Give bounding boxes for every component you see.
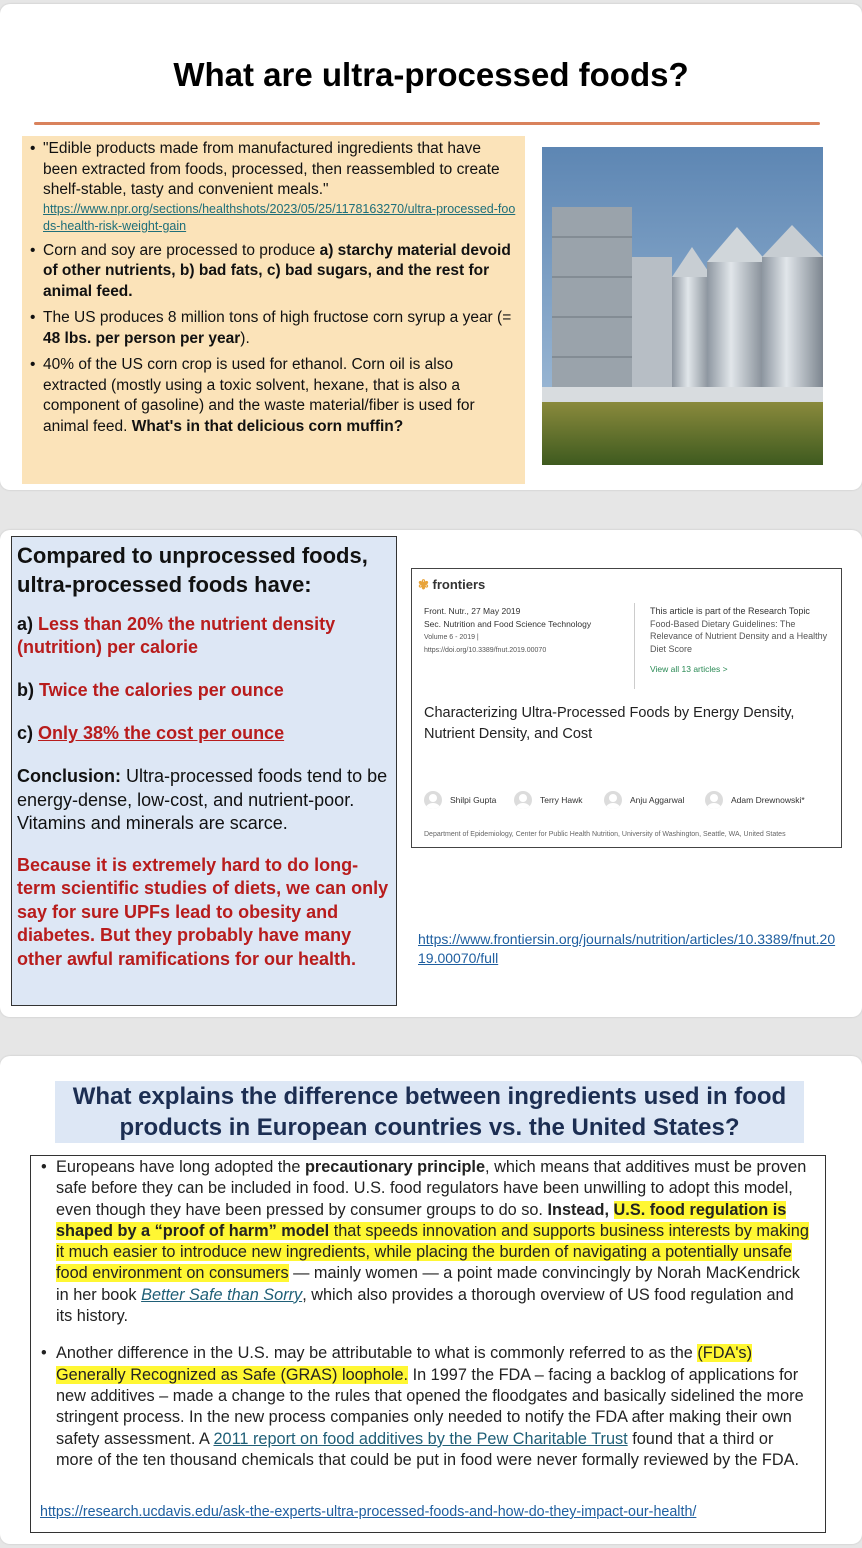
title-underline — [34, 122, 820, 125]
author-avatar-icon — [424, 791, 442, 809]
author-avatar-icon — [705, 791, 723, 809]
research-topic: This article is part of the Research Topic Food-Based Dietary Guidelines: The Relevance of Nutrient Density and a Healthy Diet Score View all 13 articles > — [650, 605, 840, 676]
slide-eu-vs-us — [0, 1056, 862, 1544]
explanation-box — [30, 1155, 826, 1533]
comparison-box — [11, 536, 397, 1006]
frontiers-logo: ✾ frontiers — [418, 577, 486, 592]
point-a: a) Less than 20% the nutrient density (nutrition) per calorie — [17, 614, 336, 657]
author-avatar-icon — [604, 791, 622, 809]
slide-comparison — [0, 530, 862, 1017]
article-card[interactable] — [411, 568, 842, 848]
author-item[interactable]: Terry Hawk — [514, 791, 583, 809]
bullet-hfcs: • The US produces 8 million tons of high fructose corn syrup a year (= 48 lbs. per person per year). — [28, 308, 519, 349]
conclusion: Conclusion: Ultra-processed foods tend to be energy-dense, low-cost, and nutrient-poor. Vitamins and minerals are scarce. — [17, 766, 388, 833]
comparison-heading: Compared to unprocessed foods, ultra-processed foods have: — [17, 543, 368, 597]
bullet-ethanol: • 40% of the US corn crop is used for ethanol. Corn oil is also extracted (mostly using a toxic solvent, hexane, that is also a component of gasoline) and the waste material/fiber is used for animal feed. What's in that delicious corn muffin? — [28, 355, 519, 437]
author-avatar-icon — [514, 791, 532, 809]
warning-text: Because it is extremely hard to do long-term scientific studies of diets, we can only say for sure UPFs lead to obesity and diabetes. But they probably have many other awful ramifications for our health. — [17, 854, 389, 969]
divider — [634, 603, 635, 689]
bullet-definition: • "Edible products made from manufactured ingredients that have been extracted from foods, processed, then reassembled to create shelf-stable, tasty and convenient meals." https://www.npr.org/sections/healthshots/2023/05/25/1178163270/ultra-processed-foods-health-risk-weight-gain — [28, 139, 519, 235]
npr-link[interactable]: https://www.npr.org/sections/healthshots/2023/05/25/1178163270/ultra-processed-foods-health-risk-weight-gain — [43, 201, 516, 233]
bullet-gras: • Another difference in the U.S. may be attributable to what is commonly referred to as the (FDA's) Generally Recognized as Safe (GRAS) loophole. In 1997 the FDA – facing a backlog of applications for new additives – made a change to the rules that opened the floodgates and basically sidelined the more stringent process. In the new process companies only needed to notify the FDA after making their own safety assessment. A 2011 report on food additives by the Pew Charitable Trust found that a third or more of the ten thousand chemicals that could be put in food were never formally reviewed by the FDA. — [40, 1343, 813, 1471]
author-item[interactable]: Anju Aggarwal — [604, 791, 684, 809]
author-item[interactable]: Adam Drewnowski* — [705, 791, 805, 809]
author-item[interactable]: Shilpi Gupta — [424, 791, 496, 809]
corn-silo-photo — [542, 147, 823, 465]
pew-report-link[interactable]: 2011 report on food additives by the Pew Charitable Trust — [213, 1429, 628, 1448]
slide-title: What explains the difference between ingredients used in food products in European countries vs. the United States? — [55, 1081, 804, 1143]
article-title: Characterizing Ultra-Processed Foods by Energy Density, Nutrient Density, and Cost — [424, 705, 795, 742]
bullet-precautionary: • Europeans have long adopted the precautionary principle, which means that additives must be proven safe before they can be included in food. U.S. food regulators have been unwilling to adopt this model, even though they have been pressed by consumer groups to do so. Instead, U.S. food regulation is shaped by a “proof of harm” model that speeds innovation and supports business interests by making it much easier to introduce new ingredients, while placing the burden of navigating a potentially unsafe food environment on consumers — mainly women — a point made convincingly by Norah MacKendrick in her book Better Safe than Sorry, which also provides a thorough overview of US food regulation and its history. — [40, 1157, 813, 1327]
department: Department of Epidemiology, Center for Public Health Nutrition, University of Washington, Seattle, WA, United States — [424, 831, 786, 838]
article-meta: Front. Nutr., 27 May 2019 Sec. Nutrition and Food Science Technology Volume 6 - 2019 | https://doi.org/10.3389/fnut.2019.00070 — [424, 606, 592, 654]
point-c: c) Only 38% the cost per ounce — [17, 723, 285, 743]
definition-box — [22, 136, 525, 484]
point-b: b) Twice the calories per ounce — [17, 680, 284, 700]
book-link[interactable]: Better Safe than Sorry — [141, 1285, 303, 1304]
slide-title: What are ultra-processed foods? — [173, 56, 689, 93]
frontiers-link[interactable]: https://www.frontiersin.org/journals/nutrition/articles/10.3389/fnut.2019.00070/full — [418, 931, 836, 966]
view-all-link[interactable]: View all 13 articles > — [650, 664, 728, 674]
slide-ultra-processed-definition — [0, 4, 862, 490]
bullet-corn-soy: • Corn and soy are processed to produce a) starchy material devoid of other nutrients, b) bad fats, c) bad sugars, and the rest for animal feed. — [28, 241, 519, 303]
ucdavis-link[interactable]: https://research.ucdavis.edu/ask-the-experts-ultra-processed-foods-and-how-do-they-impact-our-health/ — [40, 1504, 697, 1520]
